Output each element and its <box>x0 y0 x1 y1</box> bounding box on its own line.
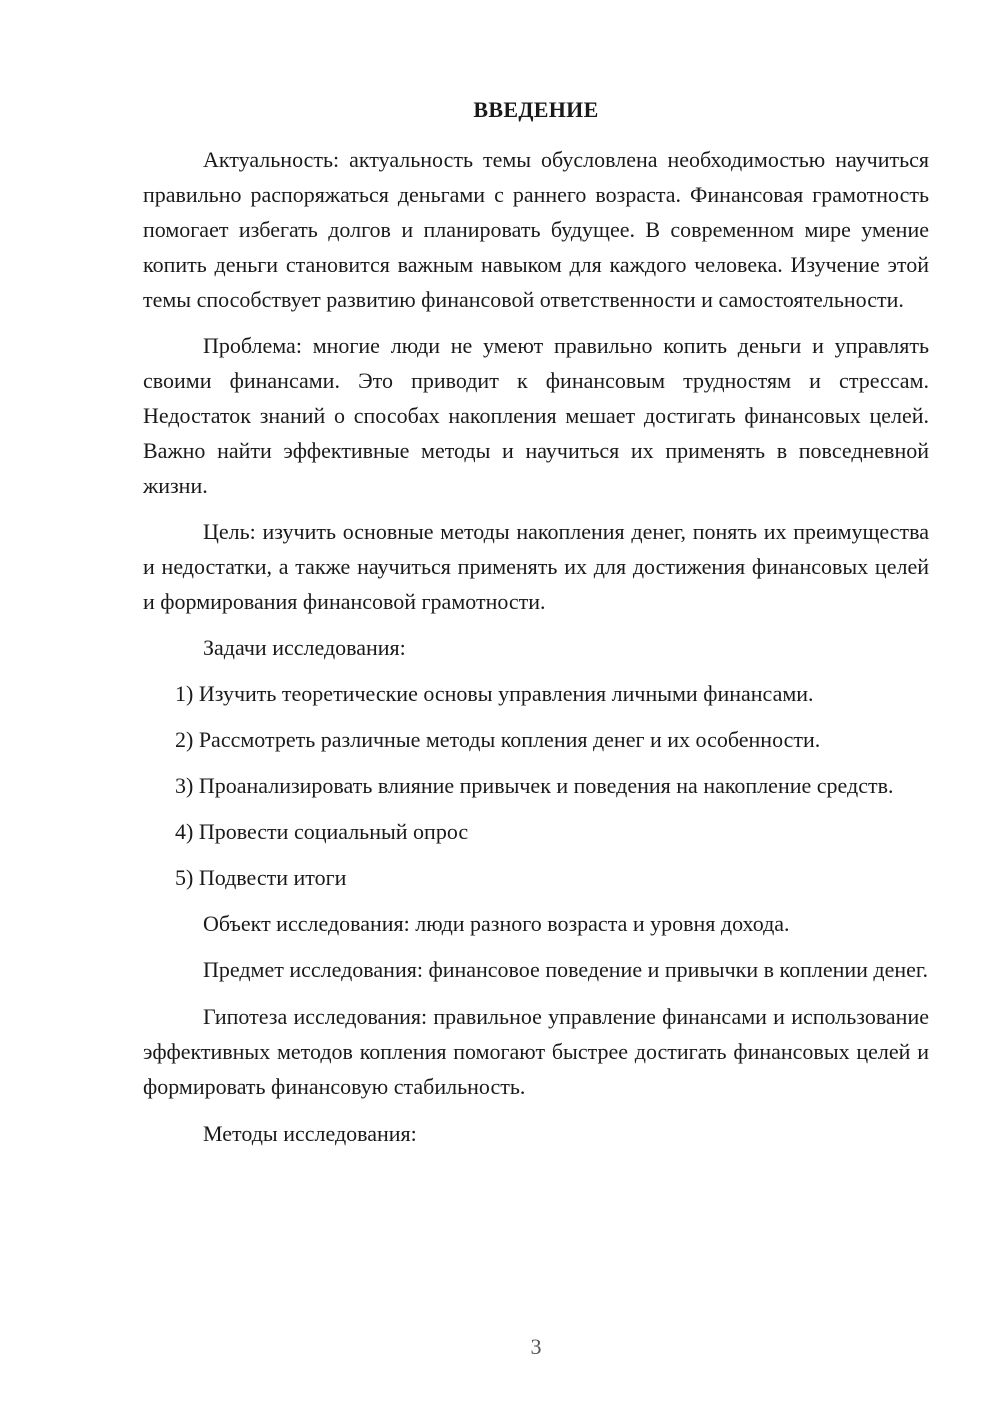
paragraph-object: Объект исследования: люди разного возраста и уровня дохода. <box>203 911 790 936</box>
paragraph-subject: Предмет исследования: финансовое поведение и привычки в коплении денег. <box>203 957 928 982</box>
paragraph-goal: Цель: изучить основные методы накопления денег, понять их преимущества и недостатки, а также научиться применять их для достижения финансовых целей и формирования финансовой грамотности. <box>143 519 929 614</box>
document-page <box>143 94 929 1151</box>
page-number: 3 <box>530 1334 542 1359</box>
task-item-2: 2) Рассмотреть различные методы копления денег и их особенности. <box>175 727 821 752</box>
task-item-4: 4) Провести социальный опрос <box>175 819 469 844</box>
task-item-3: 3) Проанализировать влияние привычек и поведения на накопление средств. <box>175 773 894 798</box>
methods-heading: Методы исследования: <box>203 1121 417 1146</box>
section-title: ВВЕДЕНИЕ <box>473 97 599 122</box>
task-item-5: 5) Подвести итоги <box>175 865 347 890</box>
paragraph-relevance: Актуальность: актуальность темы обусловлена необходимостью научиться правильно распоряжаться деньгами с раннего возраста. Финансовая грамотность помогает избегать долгов и планировать будущее. В современном мире умение копить деньги становится важным навыком для каждого человека. Изучение этой темы способствует развитию финансовой ответственности и самостоятельности. <box>143 147 929 312</box>
task-item-1: 1) Изучить теоретические основы управления личными финансами. <box>175 681 814 706</box>
paragraph-hypothesis: Гипотеза исследования: правильное управление финансами и использование эффективных методов копления помогают быстрее достигать финансовых целей и формировать финансовую стабильность. <box>143 1004 929 1099</box>
tasks-heading: Задачи исследования: <box>203 635 406 660</box>
paragraph-problem: Проблема: многие люди не умеют правильно копить деньги и управлять своими финансами. Это приводит к финансовым трудностям и стрессам. Недостаток знаний о способах накопления мешает достигать финансовых целей. Важно найти эффективные методы и научиться их применять в повседневной жизни. <box>143 333 929 498</box>
